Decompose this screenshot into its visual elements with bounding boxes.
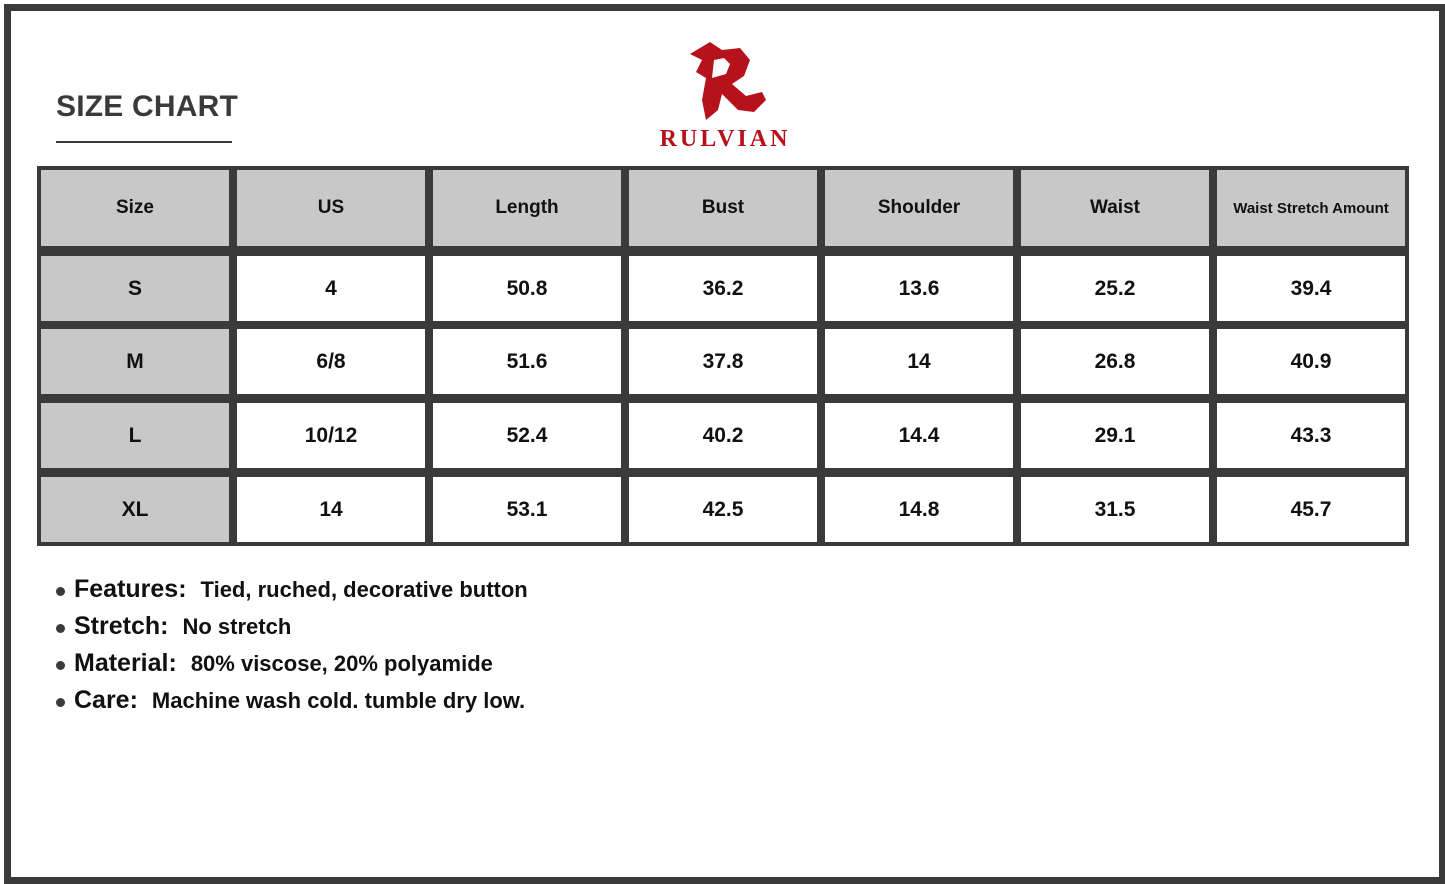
size-label-cell: L [41,403,229,468]
size-table [37,166,1409,546]
header-cell: Waist Stretch Amount [1217,170,1405,246]
table-cell: 39.4 [1217,256,1405,321]
feature-value: 80% viscose, 20% polyamide [190,651,493,676]
table-cell: 14 [825,329,1013,394]
feature-item [56,686,528,723]
header-cell: Bust [629,170,817,246]
table-cell: 29.1 [1021,403,1209,468]
table-cell: 31.5 [1021,477,1209,542]
header-cell: Shoulder [825,170,1013,246]
table-cell: 40.2 [629,403,817,468]
table-cell: 40.9 [1217,329,1405,394]
table-cell: 10/12 [237,403,425,468]
table-cell: 43.3 [1217,403,1405,468]
table-cell: 36.2 [629,256,817,321]
feature-item [56,612,528,649]
bullet-icon [56,587,65,596]
feature-list [56,575,528,723]
feature-value: Machine wash cold. tumble dry low. [151,688,526,713]
feature-label: Stretch: [74,612,169,640]
table-cell: 53.1 [433,477,621,542]
feature-item [56,649,528,686]
table-cell: 13.6 [825,256,1013,321]
table-cell: 14 [237,477,425,542]
table-cell: 14.4 [825,403,1013,468]
size-label-cell: S [41,256,229,321]
bullet-icon [56,698,65,707]
bullet-icon [56,661,65,670]
header-cell: Waist [1021,170,1209,246]
feature-label: Features: [74,575,187,603]
title-underline [56,141,232,143]
table-cell: 25.2 [1021,256,1209,321]
table-cell: 14.8 [825,477,1013,542]
table-cell: 26.8 [1021,329,1209,394]
table-cell: 42.5 [629,477,817,542]
feature-value: No stretch [182,614,292,639]
size-label-cell: M [41,329,229,394]
table-cell: 52.4 [433,403,621,468]
table-cell: 51.6 [433,329,621,394]
header-cell: Length [433,170,621,246]
feature-item [56,575,528,612]
table-cell: 45.7 [1217,477,1405,542]
feature-value: Tied, ruched, decorative button [200,577,528,602]
feature-label: Material: [74,649,177,677]
size-label-cell: XL [41,477,229,542]
header-cell: Size [41,170,229,246]
header-cell: US [237,170,425,246]
table-cell: 37.8 [629,329,817,394]
brand-name: RULVIAN [659,126,791,152]
brand-logo [640,38,810,158]
page-title: SIZE CHART [56,90,238,123]
table-cell: 4 [237,256,425,321]
table-cell: 6/8 [237,329,425,394]
rulvian-r-logo-icon [682,38,768,124]
table-cell: 50.8 [433,256,621,321]
bullet-icon [56,624,65,633]
feature-label: Care: [74,686,138,714]
